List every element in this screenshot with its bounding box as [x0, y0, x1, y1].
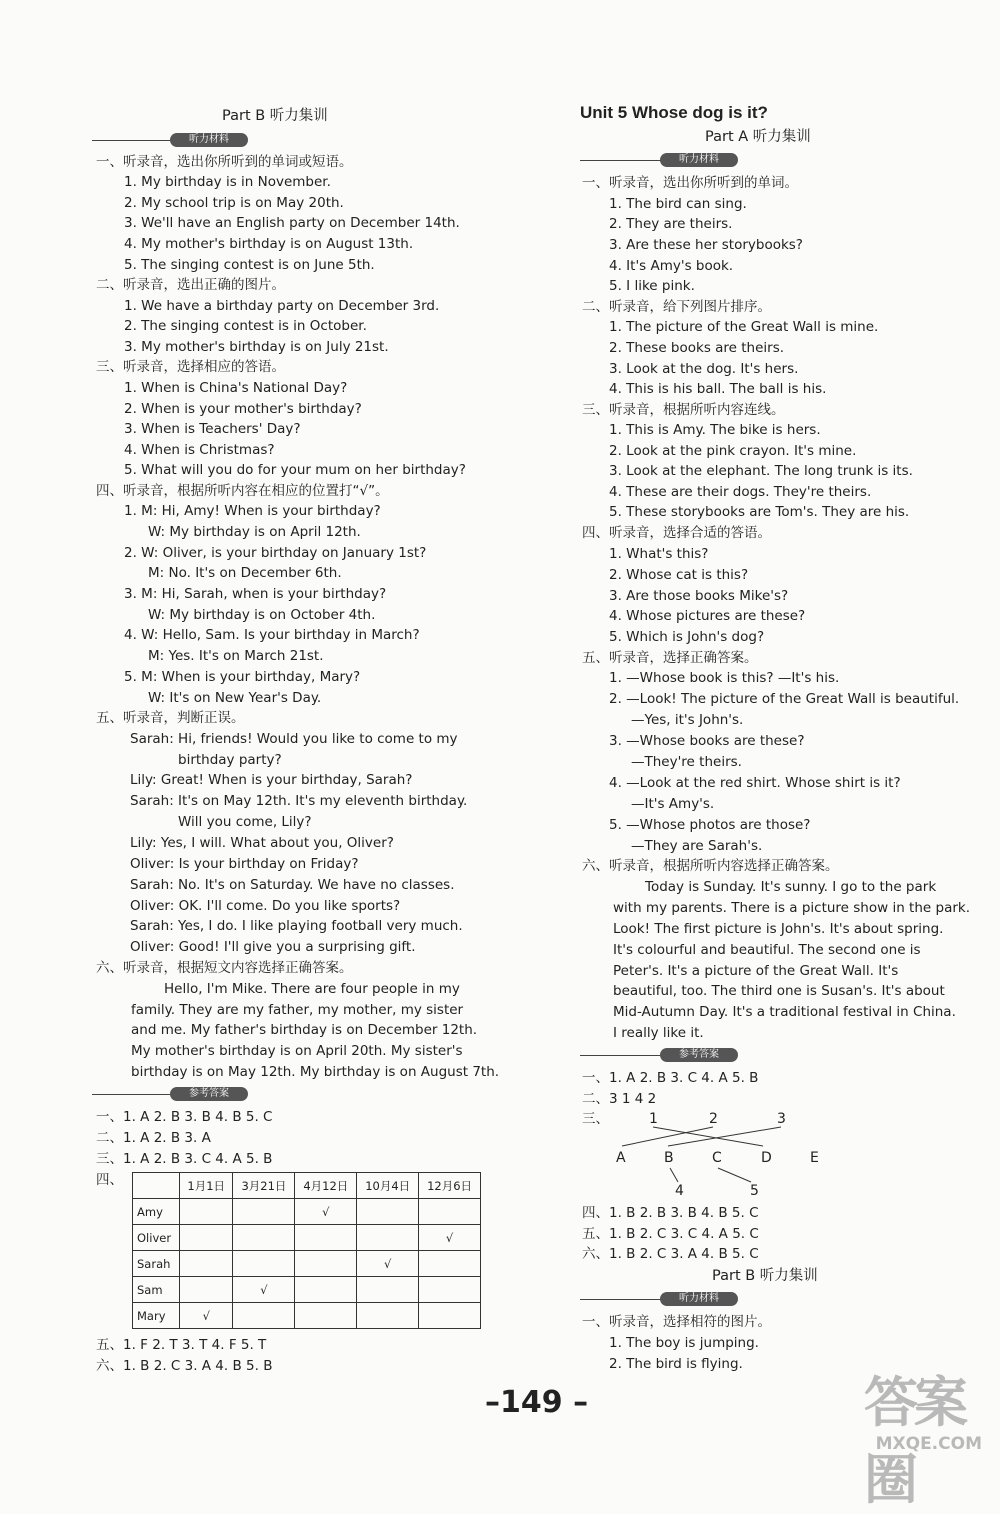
part-b-title: Part B 听力集训 [712, 1268, 818, 1284]
dialogue-line: Sarah: No. It's on Saturday. We have no classes. [130, 877, 455, 893]
match-letter: A [616, 1150, 626, 1166]
list-item: 1. This is Amy. The bike is hers. [609, 422, 821, 438]
match-line [670, 1168, 678, 1182]
dialogue-line: —They are Sarah's. [631, 838, 763, 854]
answer-line: 六、1. B 2. C 3. A 4. B 5. C [582, 1246, 759, 1262]
answers-header [92, 1087, 262, 1101]
match-letter: C [712, 1150, 722, 1166]
passage-line: Today is Sunday. It's sunny. I go to the park [645, 879, 937, 895]
table-cell: √ [295, 1199, 357, 1225]
list-item: 1. The picture of the Great Wall is mine. [609, 319, 879, 335]
dialogue-line: Lily: Great! When is your birthday, Sarah? [130, 772, 413, 788]
answer-line: 四、1. B 2. B 3. B 4. B 5. C [582, 1205, 759, 1221]
passage-line: My mother's birthday is on April 20th. My sister's [131, 1043, 463, 1059]
dialogue-line: 3. —Whose books are these? [609, 733, 805, 749]
list-item: 4. It's Amy's book. [609, 258, 734, 274]
list-item: 3. Look at the dog. It's hers. [609, 361, 799, 377]
answer-label: 四、 [96, 1172, 123, 1188]
list-item: 5. Which is John's dog? [609, 629, 765, 645]
passage-line: with my parents. There is a picture show in the park. [613, 900, 970, 916]
table-row [133, 1199, 481, 1225]
passage-line: beautiful, too. The third one is Susan's. It's about [613, 983, 945, 999]
dialogue-line: Oliver: Good! I'll give you a surprising gift. [130, 939, 416, 955]
dialogue-line: Lily: Yes, I will. What about you, Oliver? [130, 835, 394, 851]
page-number: –149 – [485, 1385, 589, 1420]
materials-header [580, 1292, 760, 1306]
passage-line: Look! The first picture is John's. It's about spring. [613, 921, 944, 937]
section-title: 四、听录音，选择合适的答语。 [582, 525, 771, 541]
section-title: 六、听录音，根据短文内容选择正确答案。 [96, 960, 353, 976]
passage-line: birthday is on May 12th. My birthday is on August 7th. [131, 1064, 500, 1080]
row-name: Sam [133, 1277, 180, 1303]
dialogue-line: 5. M: When is your birthday, Mary? [124, 669, 361, 685]
answer-label: 三、 [582, 1111, 609, 1127]
watermark-logo [864, 1360, 982, 1511]
dialogue-line: 3. M: Hi, Sarah, when is your birthday? [124, 586, 387, 602]
dialogue-line: Oliver: OK. I'll come. Do you like sports? [130, 898, 401, 914]
list-item: 2. These books are theirs. [609, 340, 785, 356]
unit-title: Unit 5 Whose dog is it? [580, 103, 768, 122]
section-title: 三、听录音，根据所听内容连线。 [582, 402, 785, 418]
list-item: 3. My mother's birthday is on July 21st. [124, 339, 389, 355]
list-item: 1. What's this? [609, 546, 709, 562]
list-item: 4. This is his ball. The ball is his. [609, 381, 827, 397]
passage-line: I really like it. [613, 1025, 704, 1041]
materials-badge: 听力材料 [660, 1292, 738, 1306]
section-title: 二、听录音，给下列图片排序。 [582, 299, 771, 315]
section-title: 一、听录音，选出你所听到的单词。 [582, 175, 798, 191]
match-top-label: 3 [777, 1111, 786, 1127]
dialogue-line: 2. W: Oliver, is your birthday on January 1st? [124, 545, 427, 561]
list-item: 5. I like pink. [609, 278, 695, 294]
dialogue-line: —Yes, it's John's. [631, 712, 744, 728]
list-item: 5. These storybooks are Tom's. They are his. [609, 504, 910, 520]
list-item: 2. The bird is flying. [609, 1356, 743, 1372]
dialogue-line: M: Yes. It's on March 21st. [148, 648, 324, 664]
dialogue-line: Sarah: It's on May 12th. It's my eleventh birthday. [130, 793, 468, 809]
match-top-label: 2 [709, 1111, 718, 1127]
list-item: 3. We'll have an English party on December 14th. [124, 215, 460, 231]
watermark-url: MXQE.COM [875, 1434, 982, 1454]
passage-line: Hello, I'm Mike. There are four people in my [164, 981, 460, 997]
section-title: 三、听录音，选择相应的答语。 [96, 359, 285, 375]
dialogue-line: —They're theirs. [631, 754, 742, 770]
dialogue-line: Sarah: Yes, I do. I like playing football very much. [130, 918, 463, 934]
table-cell: √ [357, 1251, 419, 1277]
dialogue-line: Oliver: Is your birthday on Friday? [130, 856, 359, 872]
table-cell [295, 1277, 357, 1303]
list-item: 2. The singing contest is in October. [124, 318, 367, 334]
table-cell [419, 1277, 481, 1303]
list-item: 4. Whose pictures are these? [609, 608, 806, 624]
table-cell [233, 1303, 295, 1329]
table-cell [180, 1251, 233, 1277]
matching-answer-diagram [608, 1106, 838, 1198]
table-header-cell: 3月21日 [233, 1173, 295, 1199]
dialogue-line: W: It's on New Year's Day. [148, 690, 322, 706]
list-item: 1. When is China's National Day? [124, 380, 348, 396]
passage-line: Mid-Autumn Day. It's a traditional festival in China. [613, 1004, 956, 1020]
watermark-text: 答案圈 [864, 1370, 964, 1511]
section-title: 六、听录音，根据所听内容选择正确答案。 [582, 858, 839, 874]
answer-line: 五、1. F 2. T 3. T 4. F 5. T [96, 1337, 267, 1353]
answers-badge: 参考答案 [170, 1087, 248, 1101]
answer-line: 一、1. A 2. B 3. C 4. A 5. B [582, 1070, 759, 1086]
list-item: 3. Are those books Mike's? [609, 588, 789, 604]
match-line [668, 1127, 781, 1146]
section-title: 四、听录音，根据所听内容在相应的位置打“√”。 [96, 483, 389, 499]
list-item: 4. My mother's birthday is on August 13th. [124, 236, 414, 252]
table-cell [233, 1225, 295, 1251]
list-item: 1. The bird can sing. [609, 196, 747, 212]
dialogue-line: 2. —Look! The picture of the Great Wall is beautiful. [609, 691, 960, 707]
table-cell [180, 1199, 233, 1225]
table-row [133, 1225, 481, 1251]
dialogue-line: 1. —Whose book is this? —It's his. [609, 670, 840, 686]
table-row [133, 1277, 481, 1303]
list-item: 2. Look at the pink crayon. It's mine. [609, 443, 857, 459]
section-title: 二、听录音，选出正确的图片。 [96, 277, 285, 293]
list-item: 2. When is your mother's birthday? [124, 401, 362, 417]
row-name: Sarah [133, 1251, 180, 1277]
section-title: 一、听录音，选择相符的图片。 [582, 1314, 771, 1330]
list-item: 2. My school trip is on May 20th. [124, 195, 344, 211]
match-top-label: 1 [649, 1111, 658, 1127]
table-row [133, 1251, 481, 1277]
dialogue-line: 4. —Look at the red shirt. Whose shirt is it? [609, 775, 901, 791]
answer-line: 一、1. A 2. B 3. B 4. B 5. C [96, 1109, 273, 1125]
table-header-cell: 10月4日 [357, 1173, 419, 1199]
table-cell: √ [233, 1277, 295, 1303]
list-item: 1. The boy is jumping. [609, 1335, 759, 1351]
dialogue-line: W: My birthday is on April 12th. [148, 524, 361, 540]
dialogue-line: 4. W: Hello, Sam. Is your birthday in March? [124, 627, 420, 643]
table-cell [357, 1199, 419, 1225]
materials-badge: 听力材料 [660, 153, 738, 167]
dialogue-line: M: No. It's on December 6th. [148, 565, 342, 581]
table-header-cell: 4月12日 [295, 1173, 357, 1199]
table-cell [357, 1277, 419, 1303]
table-cell [295, 1303, 357, 1329]
passage-line: and me. My father's birthday is on December 12th. [131, 1022, 478, 1038]
table-cell [419, 1199, 481, 1225]
list-item: 4. When is Christmas? [124, 442, 275, 458]
answer-line: 二、1. A 2. B 3. A [96, 1130, 211, 1146]
part-a-title: Part A 听力集训 [705, 129, 811, 145]
row-name: Mary [133, 1303, 180, 1329]
row-name: Amy [133, 1199, 180, 1225]
match-letter: D [761, 1150, 772, 1166]
materials-header [580, 153, 760, 167]
table-cell [233, 1199, 295, 1225]
dialogue-line: birthday party? [178, 752, 282, 768]
answer-line: 六、1. B 2. C 3. A 4. B 5. B [96, 1358, 273, 1374]
table-header-cell: 12月6日 [419, 1173, 481, 1199]
table-row [133, 1303, 481, 1329]
table-cell [180, 1277, 233, 1303]
list-item: 3. When is Teachers' Day? [124, 421, 301, 437]
table-cell [295, 1225, 357, 1251]
dialogue-line: Will you come, Lily? [178, 814, 312, 830]
dialogue-line: 1. M: Hi, Amy! When is your birthday? [124, 503, 381, 519]
table-cell [180, 1225, 233, 1251]
materials-badge: 听力材料 [170, 133, 248, 147]
dialogue-line: W: My birthday is on October 4th. [148, 607, 376, 623]
birthday-answer-table [132, 1172, 481, 1329]
answer-line: 五、1. B 2. C 3. C 4. A 5. C [582, 1226, 759, 1242]
table-header-row [133, 1173, 481, 1199]
passage-line: It's colourful and beautiful. The second one is [613, 942, 921, 958]
dialogue-line: Sarah: Hi, friends! Would you like to come to my [130, 731, 458, 747]
table-header-cell: 1月1日 [180, 1173, 233, 1199]
list-item: 1. My birthday is in November. [124, 174, 331, 190]
passage-line: Peter's. It's a picture of the Great Wall. It's [613, 963, 899, 979]
table-cell [233, 1251, 295, 1277]
passage-line: family. They are my father, my mother, my sister [131, 1002, 464, 1018]
table-cell: √ [419, 1225, 481, 1251]
match-bottom-label: 4 [675, 1183, 684, 1198]
table-cell [357, 1303, 419, 1329]
list-item: 4. These are their dogs. They're theirs. [609, 484, 872, 500]
answer-line: 二、3 1 4 2 [582, 1091, 657, 1107]
list-item: 3. Are these her storybooks? [609, 237, 803, 253]
section-title: 五、听录音，判断正误。 [96, 710, 245, 726]
table-cell [419, 1303, 481, 1329]
section-title: 一、听录音，选出你所听到的单词或短语。 [96, 154, 353, 170]
table-cell [419, 1251, 481, 1277]
section-title: 五、听录音，选择正确答案。 [582, 650, 758, 666]
answer-line: 三、1. A 2. B 3. C 4. A 5. B [96, 1151, 273, 1167]
dialogue-line: —It's Amy's. [631, 796, 715, 812]
table-header-cell [133, 1173, 180, 1199]
match-letter: B [664, 1150, 674, 1166]
match-line [718, 1168, 751, 1182]
match-letter: E [810, 1150, 819, 1166]
table-cell [295, 1251, 357, 1277]
table-cell: √ [180, 1303, 233, 1329]
materials-header [92, 133, 262, 147]
list-item: 1. We have a birthday party on December 3rd. [124, 298, 440, 314]
list-item: 2. They are theirs. [609, 216, 733, 232]
match-bottom-label: 5 [750, 1183, 759, 1198]
table-cell [357, 1225, 419, 1251]
list-item: 2. Whose cat is this? [609, 567, 749, 583]
list-item: 3. Look at the elephant. The long trunk is its. [609, 463, 913, 479]
list-item: 5. What will you do for your mum on her birthday? [124, 462, 466, 478]
dialogue-line: 5. —Whose photos are those? [609, 817, 811, 833]
list-item: 5. The singing contest is on June 5th. [124, 257, 375, 273]
answers-badge: 参考答案 [660, 1048, 738, 1062]
answers-header [580, 1048, 760, 1062]
part-b-title: Part B 听力集训 [222, 108, 328, 124]
row-name: Oliver [133, 1225, 180, 1251]
